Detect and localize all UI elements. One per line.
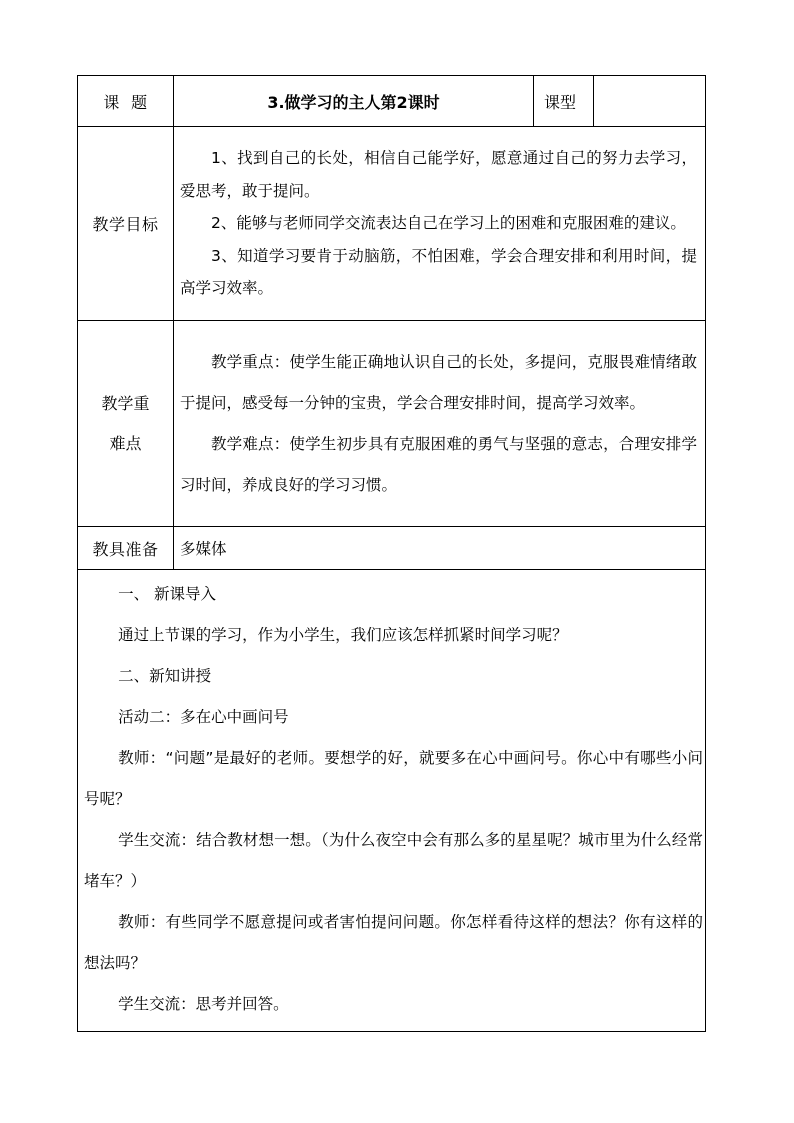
process-line: 一、 新课导入 — [118, 585, 217, 603]
teaching-difficulty: 教学难点：使学生初步具有克服困难的勇气与坚强的意志，合理安排学习时间，养成良好的学习习惯。 — [180, 434, 697, 494]
teaching-focus: 教学重点：使学生能正确地认识自己的长处，多提问，克服畏难情绪敢于提问，感受每一分钟的宝贵，学会合理安排时间，提高学习效率。 — [180, 352, 697, 412]
process-line: 教师：“问题”是最好的老师。要想学的好，就要多在心中画问号。你心中有哪些小问号呢？ — [84, 749, 703, 808]
lesson-type-label: 课型 — [534, 76, 594, 127]
header-row — [78, 76, 706, 127]
process-line: 通过上节课的学习，作为小学生，我们应该怎样抓紧时间学习呢？ — [118, 626, 568, 644]
teaching-process — [78, 570, 706, 1032]
objective-item: 2、能够与老师同学交流表达自己在学习上的困难和克服困难的建议。 — [211, 214, 686, 233]
lesson-title: 3.做学习的主人第2课时 — [174, 76, 534, 127]
materials-value: 多媒体 — [174, 527, 706, 570]
key-points-label — [78, 321, 174, 527]
subject-label: 课 题 — [78, 76, 174, 127]
key-points-content — [174, 321, 706, 527]
lesson-plan-table — [77, 75, 706, 1032]
objectives-row — [78, 127, 706, 321]
key-points-label-line2: 难点 — [109, 433, 142, 453]
process-line: 教师：有些同学不愿意提问或者害怕提问问题。你怎样看待这样的想法？你有这样的想法吗？ — [84, 913, 703, 972]
objectives-label: 教学目标 — [78, 127, 174, 321]
lesson-type-value — [594, 76, 706, 127]
objectives-content — [174, 127, 706, 321]
key-points-row — [78, 321, 706, 527]
process-row — [78, 570, 706, 1032]
objective-item: 1、找到自己的长处，相信自己能学好，愿意通过自己的努力去学习，爱思考，敢于提问。 — [180, 149, 697, 200]
process-line: 学生交流：思考并回答。 — [118, 995, 289, 1013]
key-points-label-line1: 教学重 — [101, 393, 150, 413]
objective-item: 3、知道学习要肯于动脑筋，不怕困难，学会合理安排和利用时间，提高学习效率。 — [180, 246, 697, 298]
process-line: 活动二：多在心中画问号 — [118, 708, 289, 726]
process-line: 二、新知讲授 — [118, 667, 212, 685]
materials-row — [78, 527, 706, 570]
process-line: 学生交流：结合教材想一想。（为什么夜空中会有那么多的星星呢？城市里为什么经常堵车？） — [84, 831, 703, 890]
materials-label: 教具准备 — [78, 527, 174, 570]
